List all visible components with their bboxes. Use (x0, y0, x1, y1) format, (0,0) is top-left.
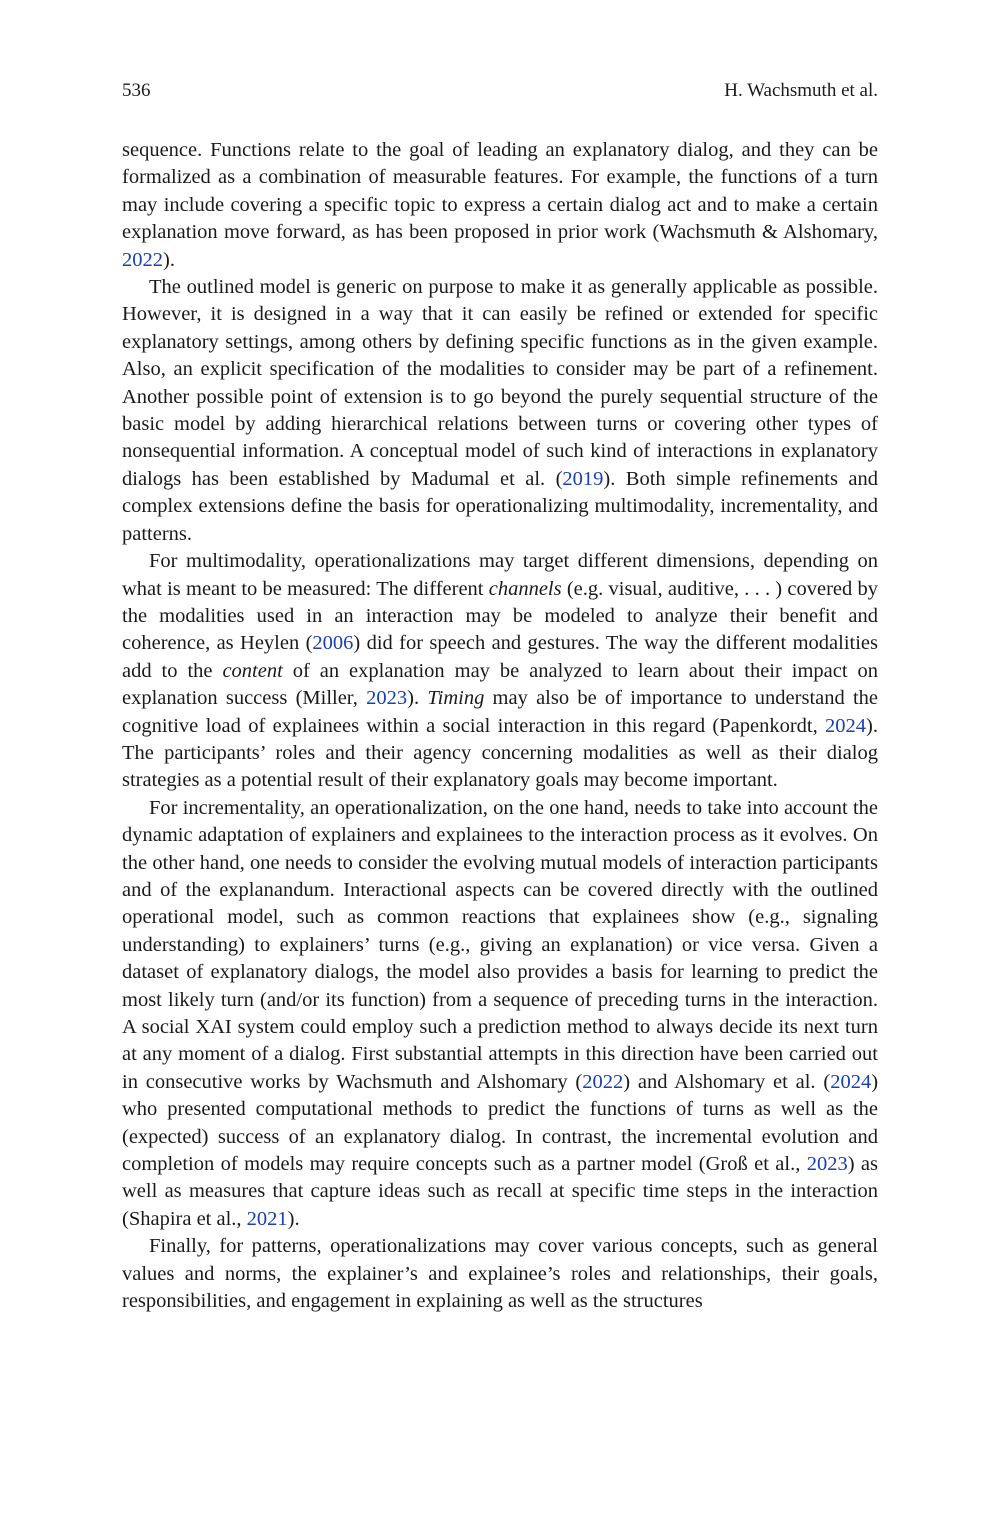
paragraph-5 (122, 1233, 878, 1315)
emphasis-timing: Timing (427, 687, 485, 710)
paragraph-3-text: For multimodality, operationalizations may target different dimensions, depending on what is meant to be measured: The different (122, 550, 878, 600)
paragraph-2-text: The outlined model is generic on purpose to make it as generally applicable as possible. However, it is designed in a way that it can easily be refined or extended for specific explanatory settings, among others by defining specific functions as in the given example. Also, an explicit specification of the modalities to consider may be part of a refinement. Another possible point of extension is to go beyond the purely sequential structure of the basic model by adding hierarchical relations between turns or covering other types of nonsequential information. A conceptual model of such kind of interactions in explanatory dialogs has been established by Madumal et al. ( (122, 276, 878, 490)
citation-link[interactable]: 2019 (562, 467, 604, 490)
citation-link[interactable]: 2022 (122, 248, 163, 271)
body-text (122, 137, 878, 1315)
paragraph-4: For incrementality, an operationalization, on the one hand, needs to take into account the dynamic adaptation of explainers and explainees to the interaction process as it evolves. On the other hand, one needs to consider the evolving mutual models of interaction participants and of the explanandum. Interactional aspects can be covered directly with the outlined operational model, such as common reactions that explainees show (e.g., signaling understanding) to explainers’ turns (e.g., giving an explanation) or vice versa. Given a dataset of explanatory dialogs, the model also provides a basis for learning to predict the most likely turn (and/or its function) from a sequence of preceding turns in the interaction. A social XAI system could employ such a prediction method to always decide its next turn at any moment of a dialog. First substantial attempts in this direction have been carried out in consecutive works by Wachsmuth and Alshomary (2022) and Alshomary et al. (2024) who presented computational methods to predict the functions of turns as well as the (expected) success of an explanatory dialog. In contrast, the incremental evolution and completion of models may require concepts such as a partner model (Groß et al., 2023) as well as measures that capture ideas such as recall at specific time steps in the interaction (Shapira et al., 2021). (122, 796, 879, 1230)
running-head-authors: H. Wachsmuth et al. (724, 80, 878, 101)
paragraph-3: For multimodality, operationalizations may target different dimensions, depending on what is meant to be measured: The different channels (e.g. visual, auditive, . . . ) covered by the modalities used in an interaction may be modeled to analyze their benefit and coherence, as Heylen (2006) did for speech and gestures. The way the different modalities add to the content of an explanation may be analyzed to learn about their impact on explanation success (Miller, 2023). Timing may also be of importance to understand the cognitive load of explainees within a social interaction in this regard (Papenkordt, 2024). The participants’ roles and their agency concerning modalities as well as their dialog strategies as a potential result of their explanatory goals may become important. (122, 550, 879, 792)
paragraph-1: sequence. Functions relate to the goal of leading an explanatory dialog, and they can be formalized as a combination of measurable features. For example, the functions of a turn may include covering a specific topic to express a certain dialog act and to make a certain explanation move forward, as has been proposed in prior work (Wachsmuth & Alshomary, 2022). (122, 139, 878, 271)
citation-link[interactable]: 2006 (312, 632, 354, 655)
emphasis-content: content (222, 659, 283, 682)
page (122, 0, 878, 1516)
paragraph-1-text: sequence. Functions relate to the goal of leading an explanatory dialog, and they can be formalized as a combination of measurable features. For example, the functions of a turn may include covering a specific topic to express a certain dialog act and to make a certain explanation move forward, as has been proposed in prior work (Wachsmuth & Alshomary, (122, 139, 878, 244)
citation-link[interactable]: 2022 (582, 1070, 624, 1093)
citation-link[interactable]: 2024 (830, 1070, 872, 1093)
citation-link[interactable]: 2021 (246, 1207, 288, 1230)
running-head (122, 79, 878, 103)
citation-link[interactable]: 2024 (825, 714, 867, 737)
paragraph-5-text: Finally, for patterns, operationalizations may cover various concepts, such as general values and norms, the explainer’s and explainee’s roles and relationships, their goals, responsibilities, and engagement in explaining as well as the structures (122, 1235, 878, 1313)
citation-link[interactable]: 2023 (366, 687, 408, 710)
paragraph-2: The outlined model is generic on purpose to make it as generally applicable as possible. However, it is designed in a way that it can easily be refined or extended for specific explanatory settings, among others by defining specific functions as in the given example. Also, an explicit specification of the modalities to consider may be part of a refinement. Another possible point of extension is to go beyond the purely sequential structure of the basic model by adding hierarchical relations between turns or covering other types of nonsequential information. A conceptual model of such kind of interactions in explanatory dialogs has been established by Madumal et al. (2019). Both simple refinements and complex extensions define the basis for operationalizing multimodality, incrementality, and patterns. (122, 276, 878, 545)
paragraph-4-text: For incrementality, an operationalization, on the one hand, needs to take into account the dynamic adaptation of explainers and explainees to the interaction process as it evolves. On the other hand, one needs to consider the evolving mutual models of interaction participants and of the explanandum. Interactional aspects can be covered directly with the outlined operational model, such as common reactions that explainees show (e.g., signaling understanding) to explainers’ turns (e.g., giving an explanation) or vice versa. Given a dataset of explanatory dialogs, the model also provides a basis for learning to predict the most likely turn (and/or its function) from a sequence of preceding turns in the interaction. A social XAI system could employ such a prediction method to always decide its next turn at any moment of a dialog. First substantial attempts in this direction have been carried out in consecutive works by Wachsmuth and Alshomary ( (122, 796, 878, 1093)
emphasis-channels: channels (488, 577, 562, 600)
page-number: 536 (122, 80, 151, 101)
citation-link[interactable]: 2023 (806, 1153, 848, 1176)
